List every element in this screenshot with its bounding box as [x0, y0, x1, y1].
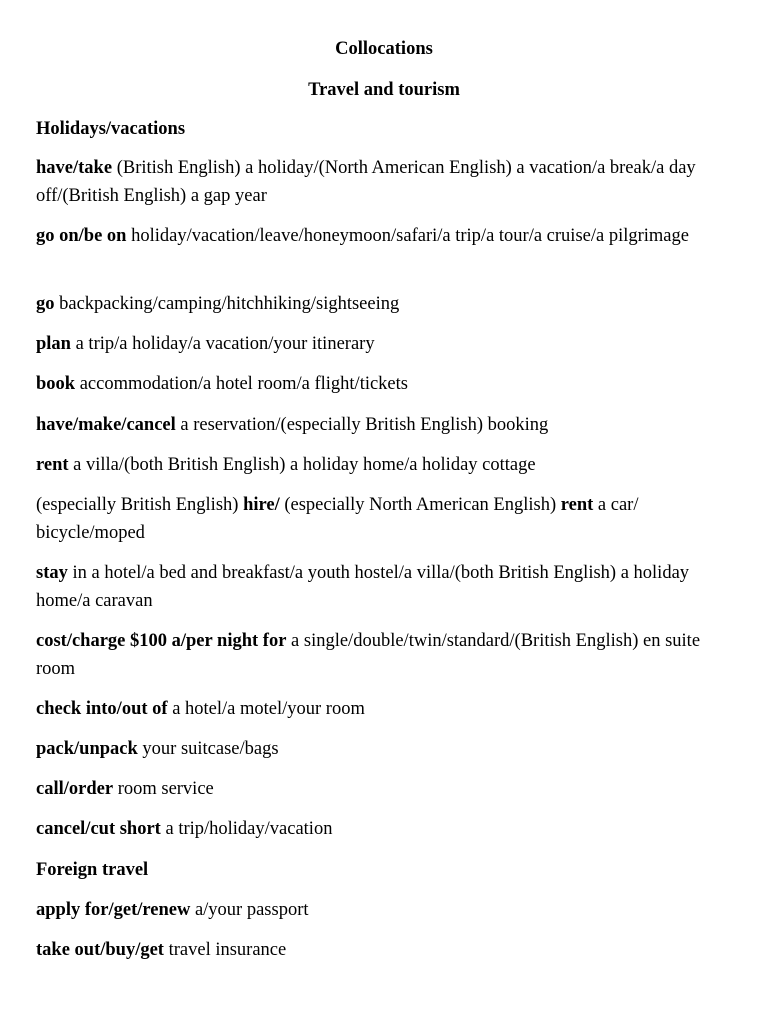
collocation-verb: rent: [36, 455, 69, 475]
collocation-verb: hire/: [243, 495, 280, 515]
collocation-verb-alt: rent: [560, 495, 594, 515]
collocation-prefix: (especially British English): [36, 495, 244, 515]
collocation-verb: go on/be on: [36, 226, 127, 246]
collocation-verb: cancel/cut short: [36, 819, 161, 839]
collocation-verb: cost/charge $100 a/per night for: [36, 631, 287, 651]
collocation-entry: [36, 816, 736, 844]
collocation-entry: [36, 736, 736, 764]
collocation-objects: your suitcase/bags: [137, 739, 279, 759]
collocation-objects: a single/double/twin/standard/(British English) en suite room: [36, 631, 701, 679]
collocation-verb: check into/out of: [36, 699, 168, 719]
collocation-objects: holiday/vacation/leave/honeymoon/safari/a trip/a tour/a cruise/a pilgrimage: [126, 226, 689, 246]
collocation-objects: travel insurance: [163, 940, 287, 960]
collocation-objects: a hotel/a motel/your room: [167, 699, 365, 719]
collocation-verb: book: [36, 374, 76, 394]
collocation-entry: [36, 776, 736, 804]
collocation-entry: [36, 155, 736, 210]
collocation-objects: a trip/holiday/vacation: [160, 819, 333, 839]
document-title: Collocations: [335, 39, 433, 59]
collocation-verb: take out/buy/get: [36, 940, 164, 960]
collocation-objects: (British English) a holiday/(North American English) a vacation/a break/a day off/(British English) a gap year: [36, 158, 696, 206]
collocation-entry: [36, 937, 736, 965]
collocation-verb: have/make/cancel: [36, 415, 176, 435]
collocation-verb: have/take: [36, 158, 113, 178]
collocation-entry: [36, 560, 736, 615]
collocation-objects: a car/ bicycle/moped: [36, 495, 639, 543]
collocation-middle: (especially North American English): [279, 495, 561, 515]
document-subtitle: Travel and tourism: [308, 80, 460, 100]
collocation-entry: [36, 452, 736, 480]
collocation-verb: call/order: [36, 779, 114, 799]
collocation-objects: a reservation/(especially British English) booking: [175, 415, 549, 435]
collocation-objects: backpacking/camping/hitchhiking/sightseeing: [54, 294, 400, 314]
collocation-objects: a/your passport: [190, 900, 309, 920]
collocation-verb: go: [36, 294, 55, 314]
collocation-objects: a trip/a holiday/a vacation/your itinerary: [70, 334, 375, 354]
collocation-objects: in a hotel/a bed and breakfast/a youth hostel/a villa/(both British English) a holiday home/a caravan: [36, 563, 690, 611]
collocation-verb: plan: [36, 334, 71, 354]
collocation-objects: room service: [113, 779, 214, 799]
collocation-verb: pack/unpack: [36, 739, 138, 759]
collocation-entry: [36, 696, 736, 724]
section-heading-foreign-travel: Foreign travel: [36, 860, 149, 880]
collocation-objects: accommodation/a hotel room/a flight/tickets: [75, 374, 408, 394]
collocation-entry: [36, 412, 736, 440]
section-heading-holidays: Holidays/vacations: [36, 119, 186, 139]
collocation-entry: [36, 897, 736, 925]
collocation-objects: a villa/(both British English) a holiday home/a holiday cottage: [68, 455, 536, 475]
collocation-verb: stay: [36, 563, 68, 583]
collocation-verb: apply for/get/renew: [36, 900, 191, 920]
collocation-entry: [36, 492, 736, 547]
collocation-entry: [36, 371, 736, 399]
collocation-entry: [36, 223, 736, 251]
collocation-entry: [36, 628, 736, 683]
collocation-entry: [36, 331, 736, 359]
collocation-entry: [36, 291, 736, 319]
